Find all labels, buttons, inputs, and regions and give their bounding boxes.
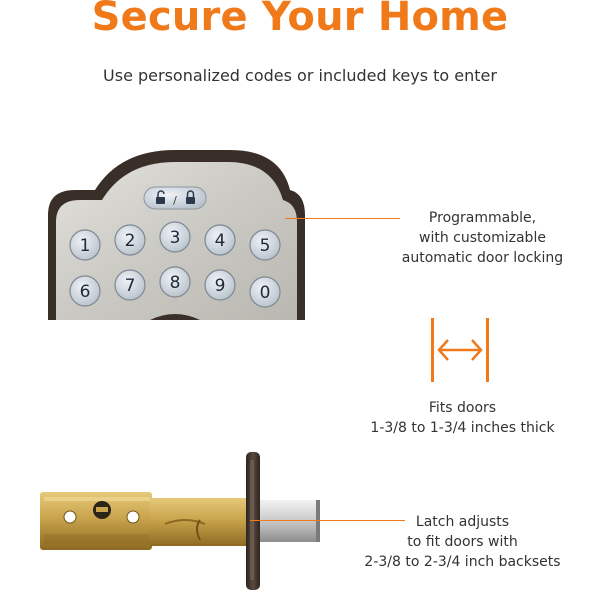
keypad-key-label: 9 [214,276,226,296]
thickness-line-2: 1-3/8 to 1-3/4 inches thick [370,420,555,436]
keypad-key-label: 3 [169,228,181,248]
thickness-callout [345,398,580,438]
keypad-key-label: 6 [79,282,91,302]
latch-callout [345,512,580,572]
keypad-key-label: 4 [214,231,226,251]
keypad-key-label: 5 [259,236,271,256]
page-title: Secure Your Home [91,0,509,40]
latch-line-1: Latch adjusts [415,514,510,530]
latch-line-2: to fit doors with [407,534,518,550]
lock-slash: / [173,194,177,207]
keypad-key-label: 2 [124,231,136,251]
keypad-key-label: 0 [259,283,271,303]
programmable-callout [365,208,600,268]
keypad-key-label: 8 [169,273,181,293]
programmable-line-3: automatic door locking [401,250,564,266]
latch-line-3: 2-3/8 to 2-3/4 inch backsets [364,554,561,570]
programmable-line-1: Programmable, [428,210,537,226]
keypad-key-label: 1 [79,236,91,256]
keypad-key-label: 7 [124,276,136,296]
page-subtitle: Use personalized codes or included keys to enter [103,66,497,85]
programmable-line-2: with customizable [419,230,546,246]
thickness-line-1: Fits doors [428,400,497,416]
